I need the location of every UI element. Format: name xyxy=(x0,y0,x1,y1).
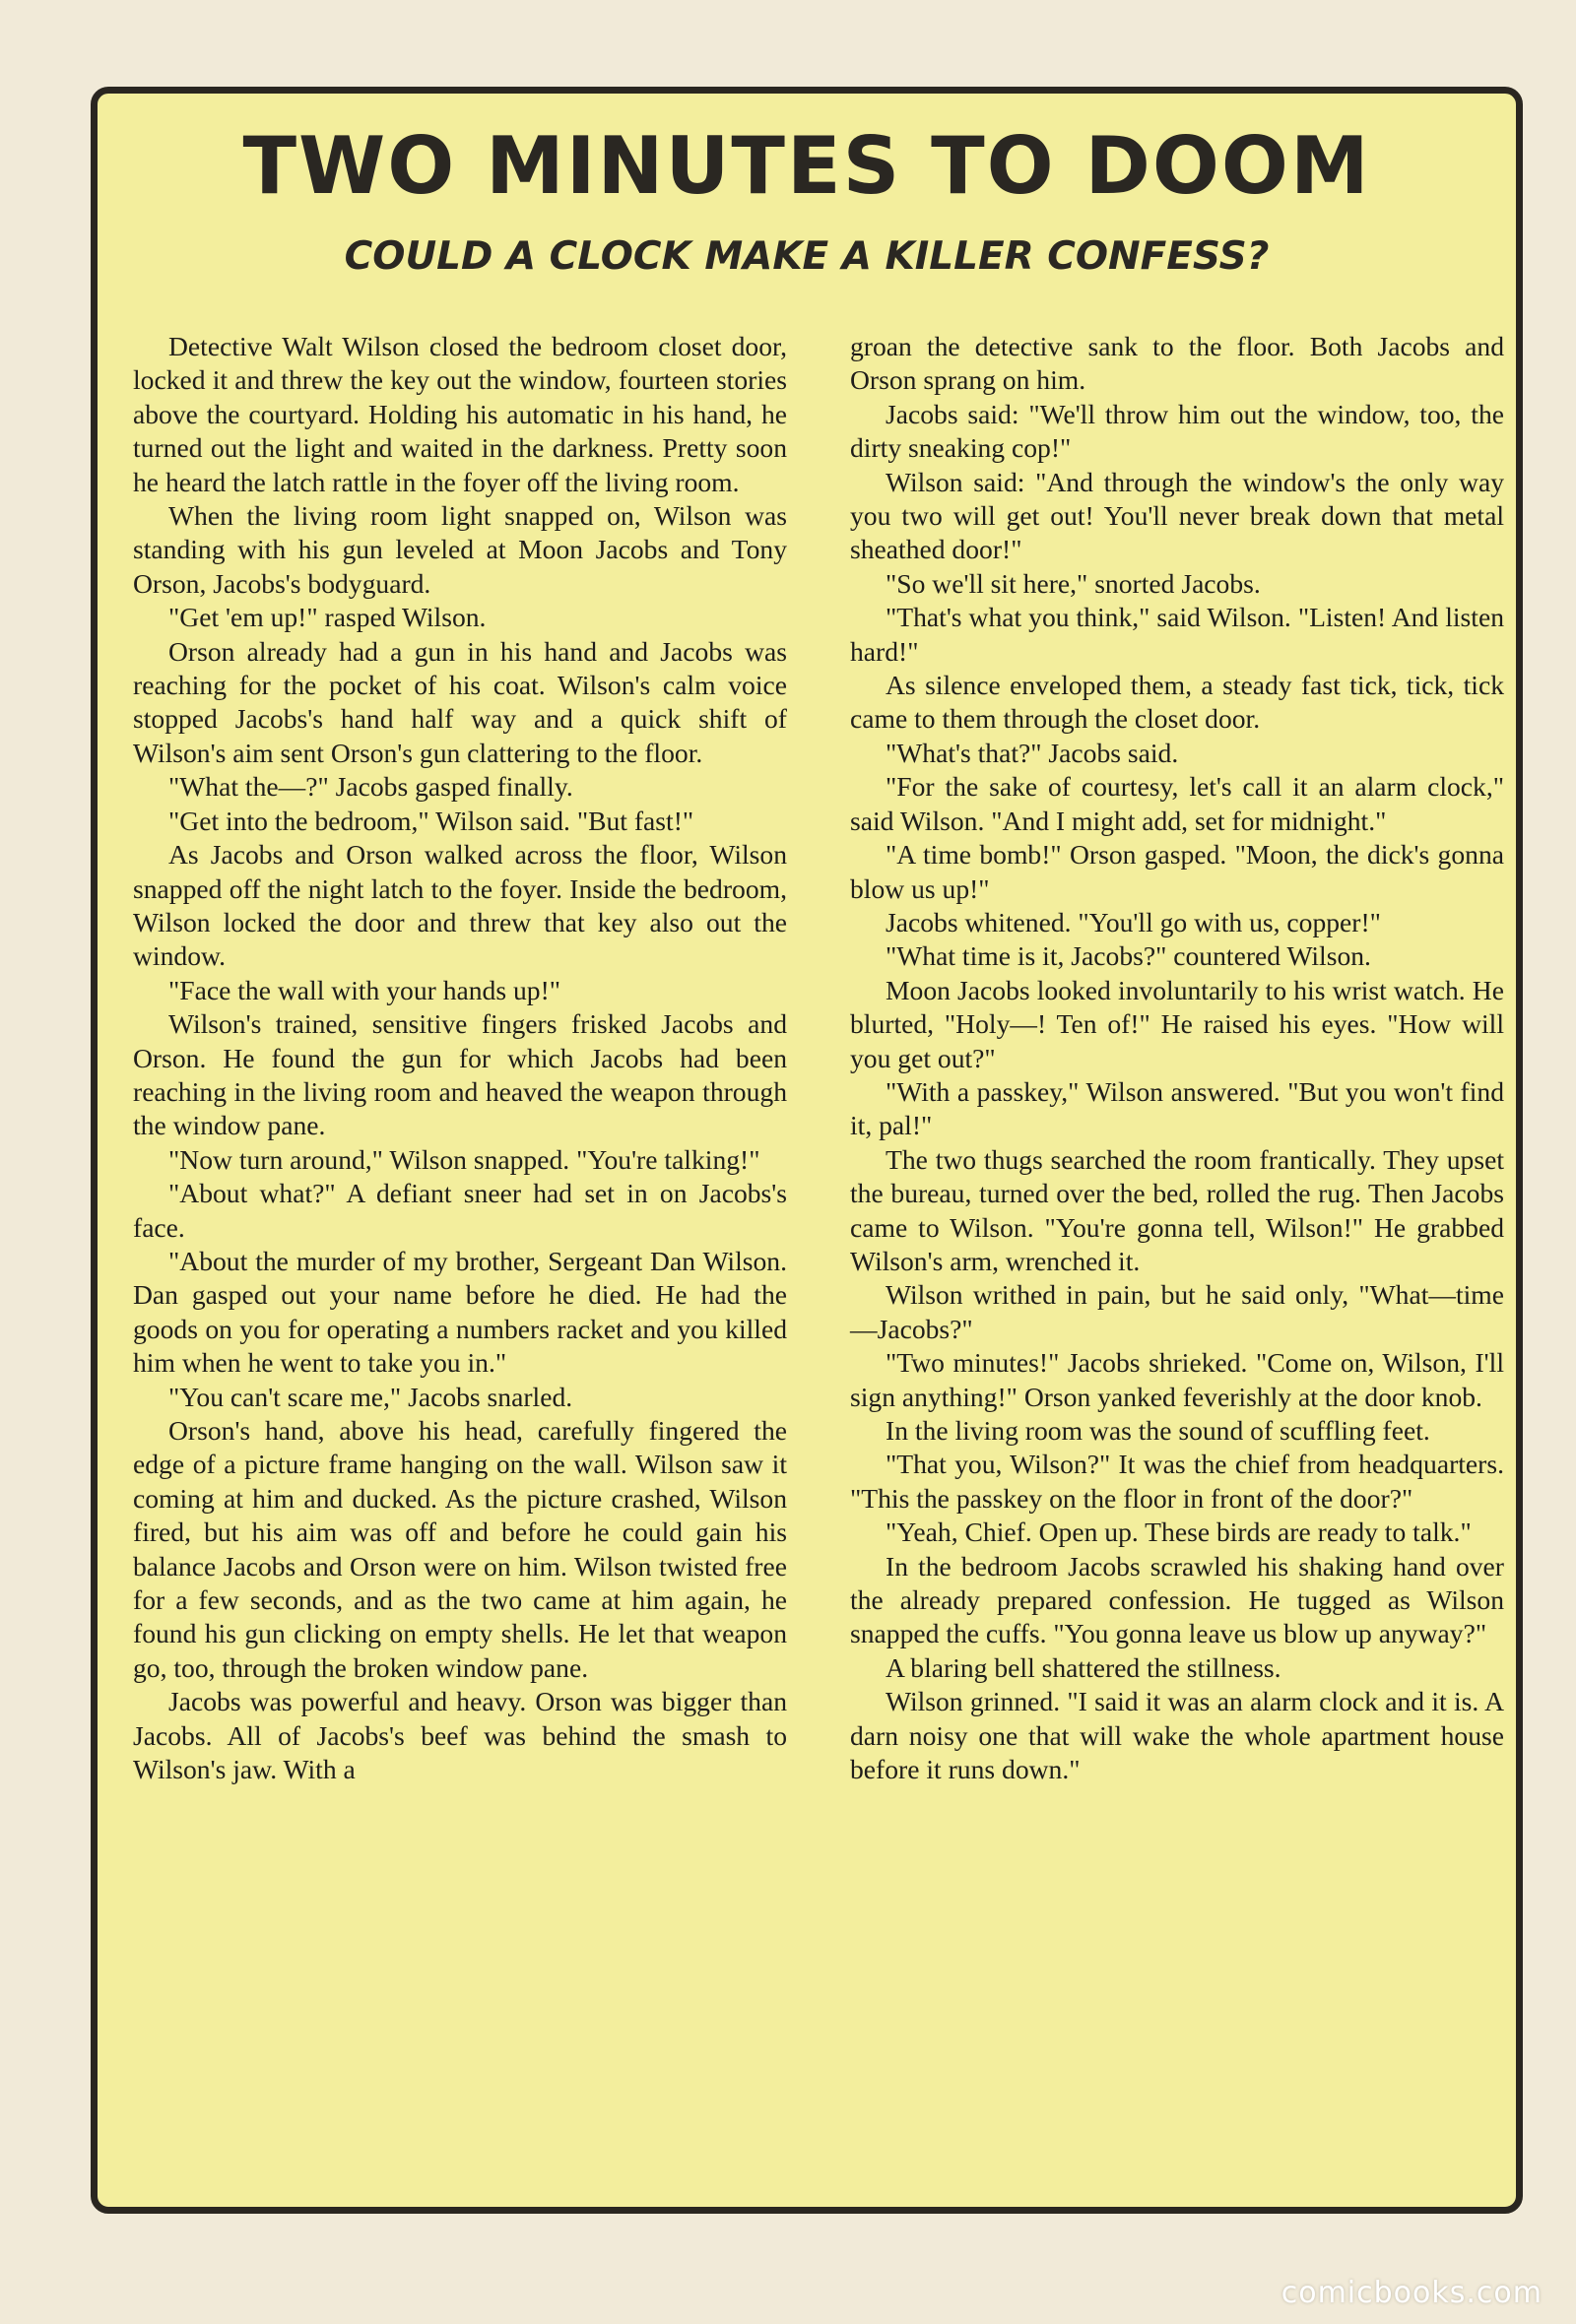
paragraph: In the living room was the sound of scuffling feet. xyxy=(886,1415,1430,1446)
paragraph: In the bedroom Jacobs scrawled his shaking hand over the already prepared confession. He tugged as Wilson snapped the cuffs. "You gonna leave us blow up anyway?" xyxy=(850,1550,1504,1649)
paragraph: "About the murder of my brother, Sergeant Dan Wilson. Dan gasped out your name before he died. He had the goods on you for operating a numbers racket and you killed him when he went to take you in." xyxy=(133,1245,787,1379)
paragraph: Wilson said: "And through the window's the only way you two will get out! You'll never break down that metal sheathed door!" xyxy=(850,466,1504,565)
paragraph: Wilson writhed in pain, but he said only, "What—time—Jacobs?" xyxy=(850,1279,1504,1344)
paragraph: "That you, Wilson?" It was the chief from headquarters. "This the passkey on the floor in front of the door?" xyxy=(850,1449,1504,1514)
paragraph: As Jacobs and Orson walked across the floor, Wilson snapped off the night latch to the foyer. Inside the bedroom, Wilson locked the door and threw that key also out the window. xyxy=(133,839,787,972)
right-column xyxy=(850,330,1504,1786)
paragraph: Jacobs whitened. "You'll go with us, copper!" xyxy=(886,906,1381,937)
paragraph: Wilson's trained, sensitive fingers frisked Jacobs and Orson. He found the gun for which Jacobs had been reaching in the living room and heaved the weapon through the window pane. xyxy=(133,1008,787,1141)
paragraph: "Get 'em up!" rasped Wilson. xyxy=(168,602,487,633)
paragraph: Jacobs said: "We'll throw him out the window, too, the dirty sneaking cop!" xyxy=(850,398,1504,464)
paragraph: Jacobs was powerful and heavy. Orson was bigger than Jacobs. All of Jacobs's beef was behind the smash to Wilson's jaw. With a xyxy=(133,1686,787,1785)
paragraph: "Now turn around," Wilson snapped. "You're talking!" xyxy=(168,1143,760,1175)
paragraph: "With a passkey," Wilson answered. "But you won't find it, pal!" xyxy=(850,1075,1504,1141)
story-subtitle: COULD A CLOCK MAKE A KILLER CONFESS? xyxy=(344,234,1270,279)
paragraph: A blaring bell shattered the stillness. xyxy=(886,1651,1281,1683)
paragraph: Orson already had a gun in his hand and Jacobs was reaching for the pocket of his coat. Wilson's calm voice stopped Jacobs's hand half way and a quick shift of Wilson's aim sent Orson's gun clattering to the floor. xyxy=(133,635,787,768)
story-panel xyxy=(91,87,1523,2214)
paragraph: "Get into the bedroom," Wilson said. "But fast!" xyxy=(168,805,694,836)
paragraph: Wilson grinned. "I said it was an alarm clock and it is. A darn noisy one that will wake the whole apartment house before it runs down." xyxy=(850,1686,1504,1785)
paragraph: "For the sake of courtesy, let's call it an alarm clock," said Wilson. "And I might add, set for midnight." xyxy=(850,771,1504,836)
paragraph: "What's that?" Jacobs said. xyxy=(886,737,1179,768)
paragraph: "That's what you think," said Wilson. "Listen! And listen hard!" xyxy=(850,602,1504,667)
paragraph: "What the—?" Jacobs gasped finally. xyxy=(168,771,573,803)
paragraph: Orson's hand, above his head, carefully fingered the edge of a picture frame hanging on the wall. Wilson saw it coming at him and ducked. As the picture crashed, Wilson fired, but his aim was off and before he could gain his balance Jacobs and Orson were on him. Wilson twisted free for a few seconds, and as the two came at him again, he found his gun clicking on empty shells. He let that weapon go, too, through the broken window pane. xyxy=(133,1415,787,1683)
paragraph: "You can't scare me," Jacobs snarled. xyxy=(168,1381,573,1412)
paragraph: "What time is it, Jacobs?" countered Wilson. xyxy=(886,940,1371,972)
paragraph: "A time bomb!" Orson gasped. "Moon, the dick's gonna blow us up!" xyxy=(850,839,1504,904)
site-watermark: comicbooks.com xyxy=(1280,2276,1543,2310)
paragraph: groan the detective sank to the floor. Both Jacobs and Orson sprang on him. xyxy=(850,331,1504,396)
paragraph: "So we'll sit here," snorted Jacobs. xyxy=(886,567,1261,599)
paragraph: "About what?" A defiant sneer had set in on Jacobs's face. xyxy=(133,1178,787,1243)
left-column xyxy=(133,330,787,1786)
story-title: TWO MINUTES TO DOOM xyxy=(242,120,1371,212)
paragraph: Moon Jacobs looked involuntarily to his wrist watch. He blurted, "Holy—! Ten of!" He raised his eyes. "How will you get out?" xyxy=(850,974,1504,1073)
paragraph: "Yeah, Chief. Open up. These birds are ready to talk." xyxy=(886,1517,1472,1548)
paragraph: "Two minutes!" Jacobs shrieked. "Come on, Wilson, I'll sign anything!" Orson yanked feverishly at the door knob. xyxy=(850,1347,1504,1412)
paragraph: As silence enveloped them, a steady fast tick, tick, tick came to them through the closet door. xyxy=(850,670,1504,735)
paragraph: "Face the wall with your hands up!" xyxy=(168,974,561,1005)
paragraph: When the living room light snapped on, Wilson was standing with his gun leveled at Moon Jacobs and Tony Orson, Jacobs's bodyguard. xyxy=(133,500,787,599)
paragraph: The two thugs searched the room frantically. They upset the bureau, turned over the bed, rolled the rug. Then Jacobs came to Wilson. "You're gonna tell, Wilson!" He grabbed Wilson's arm, wrenched it. xyxy=(850,1143,1504,1276)
paragraph: Detective Walt Wilson closed the bedroom closet door, locked it and threw the key out the window, fourteen stories above the courtyard. Holding his automatic in his hand, he turned out the light and waited in the darkness. Pretty soon he heard the latch rattle in the foyer off the living room. xyxy=(133,331,787,497)
